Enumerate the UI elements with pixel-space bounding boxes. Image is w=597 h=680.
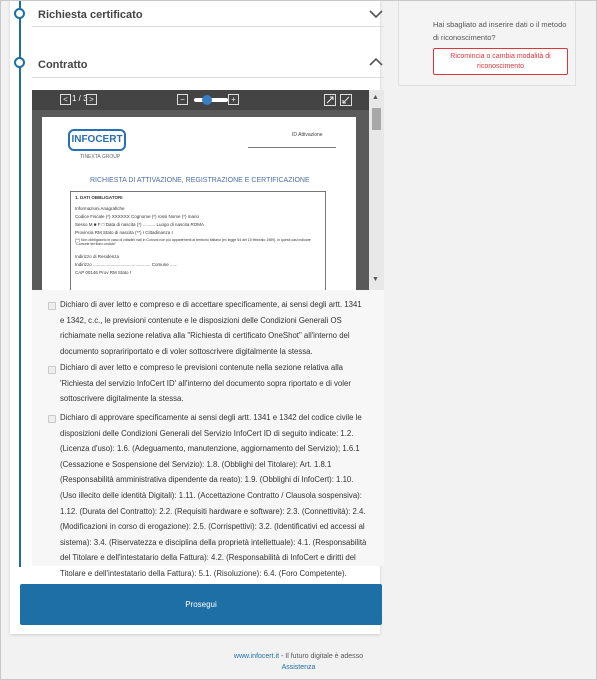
chevron-up-icon[interactable] [369, 57, 383, 67]
side-help-question: Hai sbagliato ad inserire dati o il metodo di riconoscimento? [433, 20, 567, 42]
scrollbar-thumb[interactable] [372, 108, 381, 130]
zoom-slider-handle[interactable] [202, 95, 212, 105]
id-activation-label: ID Attivazione [292, 132, 323, 138]
checkbox-declaration-infocert-id[interactable] [48, 366, 56, 374]
progress-rail [19, 0, 21, 567]
form-section-label: 1. DATI OBBLIGATORI [75, 195, 123, 200]
form-line: Informazioni Anagrafiche [75, 206, 125, 211]
logo-subtitle: TINEXTA GROUP [80, 154, 121, 160]
step-marker-certificate [14, 8, 25, 19]
assistance-link[interactable]: Assistenza [281, 664, 316, 671]
section-divider [32, 26, 384, 27]
form-line: Indirizzo .............................................. Comune ...... [75, 262, 178, 267]
form-line: Codice Fiscale (*) XXXXXX Cognome (*) rossi Nome (*) mario [75, 214, 200, 219]
infocert-logo: INFOCERT [68, 129, 126, 151]
form-line: (**) Non obbligatorio in caso di cittadini nati in Comuni non più appartenenti al territorio italiano (ex legge 54 del 15 febbraio 1989). In questi casi indicare "Comune territorio ceduto" [75, 238, 311, 246]
fullscreen-icon[interactable] [340, 94, 352, 106]
pdf-viewer[interactable] [32, 90, 384, 290]
form-line: Sesso M ■ F □ Data di nascita (*) .......... Luogo di nascita ROMA [75, 222, 204, 227]
viewer-scrollbar[interactable] [369, 90, 384, 290]
chevron-down-icon[interactable] [369, 9, 383, 19]
step-marker-contract [14, 57, 25, 68]
section-title-certificate[interactable]: Richiesta certificato [38, 9, 143, 21]
document-form-box [70, 191, 326, 290]
section-divider [32, 77, 384, 78]
footer-line [0, 653, 597, 660]
restart-button[interactable]: Ricomincia o cambia modalità di riconoscimento [433, 48, 568, 75]
scroll-down-icon[interactable]: ▼ [372, 276, 379, 283]
zoom-out-button[interactable]: − [177, 94, 188, 105]
form-line: Indirizzo di Residenza [75, 254, 120, 259]
footer-assistance-row [0, 664, 597, 671]
footer-tagline: - Il futuro digitale è adesso [279, 653, 364, 660]
scroll-up-icon[interactable]: ▲ [372, 94, 379, 101]
document-page [42, 117, 356, 290]
next-page-button[interactable]: > [86, 94, 97, 105]
page-indicator: 1 / 3 [72, 94, 88, 103]
id-activation-line [248, 147, 336, 148]
checkbox-declaration-conditions[interactable] [48, 415, 56, 423]
declaration-text-oneshot: Dichiaro di aver letto e compreso e di accettare specificamente, ai sensi degli artt. 1341 e 1342, c.c., le previsioni contenute e le disposizioni delle Condizioni Generali OS richiamate nella sezione relativa alla "Richiesta di certificato OneShot" all'interno del documento sopraririportato e di voler sottoscrivere digitalmente la stessa. [60, 300, 362, 356]
form-line: CAP 00146 Prov RM Stato I [75, 270, 131, 275]
prev-page-button[interactable]: < [60, 94, 71, 105]
fit-page-icon[interactable] [324, 94, 336, 106]
zoom-in-button[interactable]: + [228, 94, 239, 105]
document-heading: RICHIESTA DI ATTIVAZIONE, REGISTRAZIONE E CERTIFICAZIONE [90, 177, 310, 184]
checkbox-declaration-oneshot[interactable] [48, 302, 56, 310]
declaration-text-conditions: Dichiaro di approvare specificamente ai sensi degli artt. 1341 e 1342 del codice civile le disposizioni delle Condizioni Generali del Servizio InfoCert ID di seguito indicate: 1.2. (Licenza d'uso): 1.6. (Adeguamento, manutenzione, aggiornamento del Servizio); 1.6.1 (Cessazione e Sospensione del Servizio): 1.8. (Obblighi del Titolare): Art. 1.8.1 (Responsabilità amministrativa dipendente da reato): 1.9. (Obblighi di InfoCert): 1.10. (Uso illecito delle identità Digitali): 1.11. (Accettazione Contratto / Clausola sospensiva): 1.12. (Durata del Contratto): 2.2. (Requisiti hardware e software): 2.3. (Connettività): 2.4. (Modificazioni in corso di erogazione): 2.5. (Corrispettivi): 3.2. (Identificativi ed accessi al sistema): 3.4. (Riservatezza e disciplina della proprietà intellettuale): 4.1. (Responsabilità del Titolare e dell'intestatario della Fattura): 4.2. (Responsabilità di InfoCert e diritti del Titolare e dell'intestatario della Fattura): 5.1. (Risoluzione): 6.4. (Foro Competente). [60, 413, 367, 578]
viewer-toolbar [32, 90, 369, 110]
footer-site-link[interactable]: www.infocert.it [233, 653, 280, 660]
declaration-text-infocert-id: Dichiaro di aver letto e compreso le previsioni contenute nella sezione relativa alla 'Richiesta del servizio InfoCert ID' all'interno del documento sopra riportato e di voler sottoscrivere digitalmente la stessa. [60, 363, 351, 404]
form-line: Provincia RM Stato di nascita (**) I Cittadinanza I [75, 230, 173, 235]
section-title-contract[interactable]: Contratto [38, 59, 88, 71]
proceed-button[interactable]: Prosegui [20, 584, 382, 625]
